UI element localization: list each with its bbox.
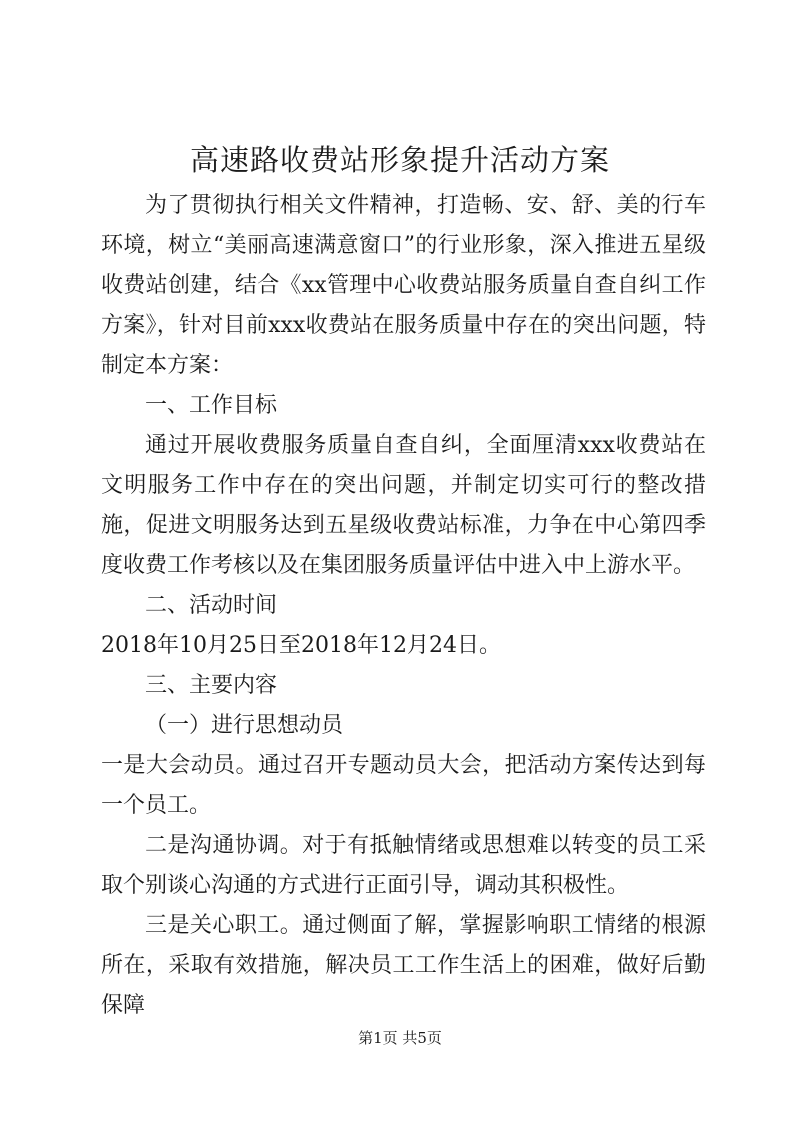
- subsection-heading-mobilization: （一）进行思想动员: [145, 713, 344, 738]
- section-heading-time: 二、活动时间: [145, 593, 278, 618]
- document-title: 高速路收费站形象提升活动方案: [189, 143, 610, 177]
- document-body: [101, 186, 706, 1026]
- intro-paragraph: 为了贯彻执行相关文件精神，打造畅、安、舒、美的行车环境，树立“美丽高速满意窗口”的行业形象，深入推进五星级收费站创建，结合《xx管理中心收费站服务质量自查自纠工作方案》，针对目前xxx收费站在服务质量中存在的突出问题，特制定本方案：: [101, 193, 706, 378]
- content-paragraph-2: 二是沟通协调。对于有抵触情绪或思想难以转变的员工采取个别谈心沟通的方式进行正面引导，调动其积极性。: [101, 833, 706, 898]
- page-footer: 第1页 共5页: [358, 1029, 442, 1047]
- content-paragraph-1: 一是大会动员。通过召开专题动员大会，把活动方案传达到每一个员工。: [101, 753, 706, 818]
- time-paragraph: 2018年10月25日至2018年12月24日。: [101, 633, 501, 658]
- content-paragraph-3: 三是关心职工。通过侧面了解，掌握影响职工情绪的根源所在，采取有效措施，解决员工工作生活上的困难，做好后勤保障: [101, 913, 706, 1018]
- section-heading-content: 三、主要内容: [145, 673, 278, 698]
- goals-paragraph: 通过开展收费服务质量自查自纠，全面厘清xxx收费站在文明服务工作中存在的突出问题，并制定切实可行的整改措施，促进文明服务达到五星级收费站标准，力争在中心第四季度收费工作考核以及在集团服务质量评估中进入中上游水平。: [101, 433, 706, 578]
- section-heading-goals: 一、工作目标: [145, 393, 278, 418]
